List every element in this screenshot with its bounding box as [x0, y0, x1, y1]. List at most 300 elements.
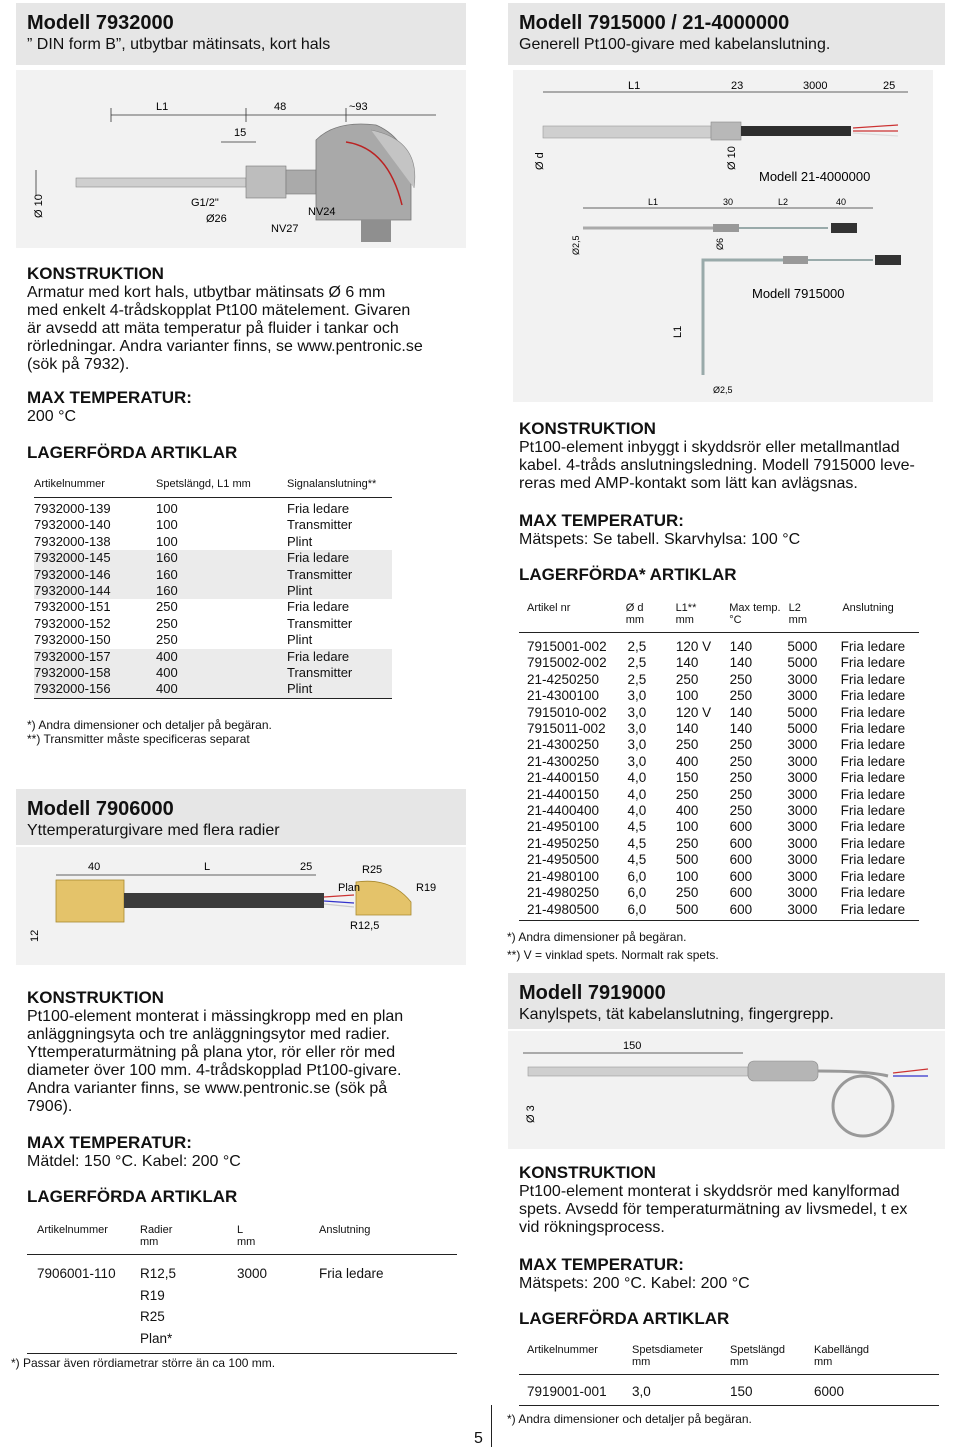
subtitle-7919000: Kanylspets, tät kabelanslutning, fingergrepp.	[519, 1006, 834, 1023]
col-header: Ø d	[625, 602, 644, 614]
table-cell: 21-4250250	[527, 671, 600, 687]
dim-nv24: NV24	[308, 206, 336, 218]
konstruktion-line: anläggningsyta och tre anläggningsytor med radier.	[27, 1026, 390, 1043]
table-cell: Fria ledare	[840, 803, 906, 819]
table-cell: 7932000-139	[34, 501, 111, 516]
table-cell: Fria ledare	[840, 753, 906, 769]
table-cell: 250	[729, 753, 753, 769]
dim-l1: L1	[628, 80, 641, 92]
table-cell: 7932000-157	[34, 649, 156, 665]
table-cell: 600	[729, 901, 753, 917]
cell-radie: Plan*	[140, 1330, 173, 1346]
header-7906000	[16, 789, 466, 845]
dim-15: 15	[234, 127, 247, 139]
dim-od: Ø d	[534, 152, 546, 170]
table-cell: 5000	[787, 639, 818, 654]
table-cell: 7932000-156	[34, 681, 156, 697]
cell-ans: Fria ledare	[319, 1266, 384, 1281]
table-cell: Plint	[287, 583, 392, 599]
table-cell: 2,5	[627, 671, 647, 687]
table-cell: 4,5	[627, 852, 647, 868]
col-header: Spetsdiameter	[632, 1344, 703, 1356]
col-header: Max temp.	[729, 602, 781, 614]
table-cell: 250	[156, 632, 178, 648]
table-cell: Fria ledare	[840, 852, 906, 868]
max-value: 200 °C	[27, 408, 77, 425]
table-row	[527, 672, 919, 688]
col-unit: mm	[625, 614, 645, 626]
table-cell: 100	[156, 533, 178, 549]
table-cell: Fria ledare	[840, 688, 906, 704]
dim-l2: L2	[778, 197, 789, 207]
table-row	[34, 550, 392, 566]
table-cell: 250	[675, 786, 699, 802]
row-7906001	[27, 1255, 457, 1354]
table-cell: 21-4950500	[527, 852, 600, 868]
table-cell: 250	[675, 737, 699, 753]
dim-d6: Ø6	[715, 237, 725, 250]
max-value: Mätspets: Se tabell. Skarvhylsa: 100 °C	[519, 531, 801, 548]
dim-nv27: NV27	[271, 223, 299, 235]
title-7919000: Modell 7919000	[519, 982, 666, 1004]
col-header: L	[237, 1224, 244, 1236]
col-header: Kabellängd	[814, 1344, 870, 1356]
konstruktion-line: kabel. 4-tråds anslutningsledning. Modell 7915000 leve-	[519, 457, 915, 474]
dim-l1: L1	[156, 101, 169, 113]
table-cell: 7932000-140	[34, 517, 111, 533]
table-cell: 7932000-146	[34, 567, 156, 583]
table-cell: 7915001-002	[527, 639, 607, 654]
table-7919000	[519, 1342, 939, 1406]
konstruktion-line: 7906).	[27, 1098, 73, 1115]
rows-7915000	[527, 639, 919, 918]
cell-radie: R25	[140, 1309, 165, 1324]
rows-7932000	[34, 501, 392, 698]
note: **) V = vinklad spets. Normalt rak spets.	[507, 948, 719, 962]
table-cell: 4,0	[627, 770, 647, 786]
subtitle-7915000: Generell Pt100-givare med kabelanslutning.	[519, 36, 831, 53]
table-row	[34, 534, 392, 550]
drawing-7919000	[508, 1031, 945, 1149]
table-cell: Plint	[287, 533, 313, 549]
dim-12: 12	[29, 929, 41, 942]
table-cell: 7915010-002	[527, 704, 607, 720]
note: *) Andra dimensioner och detaljer på begäran.	[27, 718, 272, 732]
dim-25: 25	[300, 861, 313, 873]
col-unit: mm	[814, 1356, 833, 1368]
dim-25: 25	[883, 80, 896, 92]
model-7915: Modell 7915000	[752, 286, 845, 301]
table-cell: 160	[156, 550, 287, 566]
table-cell: Plint	[287, 632, 313, 648]
dim-23: 23	[731, 80, 744, 92]
table-cell: 140	[675, 721, 699, 737]
subtitle-7906000: Yttemperaturgivare med flera radier	[27, 822, 280, 839]
table-row	[527, 770, 919, 786]
konstruktion-line: reras med AMP-kontakt som lätt kan avlägsnas.	[519, 475, 858, 492]
table-cell: 7932000-158	[34, 665, 156, 681]
table-cell: 3000	[787, 737, 818, 753]
table-cell: Plint	[287, 681, 392, 697]
cell-spetslangd: 150	[730, 1384, 753, 1399]
col-header: Radier	[140, 1224, 173, 1236]
table-cell: 250	[675, 885, 699, 901]
col-header: Signalanslutning**	[287, 478, 377, 490]
konstruktion-line: diameter över 100 mm. 4-trådskopplad Pt100-givare.	[27, 1062, 402, 1079]
title-7915000: Modell 7915000 / 21-4000000	[519, 12, 790, 34]
table-row	[34, 599, 392, 615]
dim-plan: Plan	[338, 882, 361, 894]
table-cell: 3000	[787, 753, 818, 769]
max-temp-7915000	[519, 511, 800, 549]
konstruktion-line: Pt100-element inbyggt i skyddsrör eller metallmantlad	[519, 439, 900, 456]
dim-93: ~93	[349, 101, 368, 113]
title-7932000: Modell 7932000	[27, 12, 174, 34]
table-cell: 21-4980250	[527, 885, 600, 901]
dim-r125: R12,5	[350, 920, 380, 932]
table-row	[527, 852, 919, 868]
col-header: Spetslängd, L1 mm	[156, 478, 251, 490]
table-cell: 21-4300250	[527, 753, 600, 769]
diagram-7919000	[508, 1031, 945, 1149]
konstruktion-line: vid rökningsprocess.	[519, 1219, 665, 1236]
table-cell: 21-4400150	[527, 786, 600, 802]
table-cell: 140	[729, 721, 753, 737]
table-cell: Fria ledare	[840, 721, 906, 737]
col-unit: mm	[730, 1356, 749, 1368]
table-cell: 120 V	[675, 639, 712, 654]
table-row	[527, 803, 919, 819]
table-cell: 6,0	[627, 885, 647, 901]
dim-l1c: L1	[672, 325, 684, 338]
col-unit: mm	[140, 1236, 159, 1248]
table-cell: Fria ledare	[840, 835, 906, 851]
table-cell: 600	[729, 819, 753, 835]
table-cell: Fria ledare	[840, 770, 906, 786]
max-heading: MAX TEMPERATUR:	[27, 1133, 192, 1152]
max-heading: MAX TEMPERATUR:	[519, 1255, 684, 1274]
table-cell: Fria ledare	[840, 639, 906, 654]
konstruktion-line: spets. Avsedd för temperaturmätning av livsmedel, t ex	[519, 1201, 908, 1218]
table-cell: 21-4300100	[527, 688, 600, 704]
table-cell: 4,5	[627, 819, 647, 835]
table-row	[527, 885, 919, 901]
table-cell: 21-4300250	[527, 737, 600, 753]
max-temp-7906000	[27, 1133, 241, 1171]
konstruktion-line: Pt100-element monterat i mässingkropp med en plan	[27, 1008, 404, 1025]
table-row	[34, 632, 392, 648]
table-cell: 100	[156, 501, 178, 516]
table-cell: 6,0	[627, 901, 647, 917]
table-cell: 4,5	[627, 835, 647, 851]
cell-radie: R19	[140, 1287, 165, 1303]
table-cell: 400	[156, 665, 287, 681]
drawing-7906000	[16, 847, 466, 965]
drawing-7915000	[513, 70, 933, 402]
table-row	[527, 902, 919, 918]
table-cell: 250	[729, 770, 753, 786]
max-heading: MAX TEMPERATUR:	[27, 388, 192, 407]
table-cell: 2,5	[627, 655, 647, 671]
subtitle-7932000: ” DIN form B”, utbytbar mätinsats, kort hals	[27, 36, 331, 53]
table-cell: 7932000-151	[34, 599, 111, 615]
table-cell: 3,0	[627, 688, 647, 704]
table-cell: 120 V	[675, 704, 712, 720]
table-cell: 250	[675, 671, 699, 687]
table-cell: 400	[156, 649, 287, 665]
konstruktion-heading: KONSTRUKTION	[519, 1163, 656, 1182]
col-header: Artikelnummer	[37, 1224, 108, 1236]
col-unit: °C	[729, 614, 742, 626]
table-cell: 7915002-002	[527, 655, 607, 671]
col-header: L2	[788, 602, 801, 614]
table-row	[34, 583, 392, 599]
dim-150: 150	[623, 1040, 642, 1052]
table-cell: 140	[675, 655, 699, 671]
konstruktion-line: är avsedd att mäta temperatur på fluider i tankar och	[27, 320, 399, 337]
col-unit: mm	[632, 1356, 651, 1368]
table-cell: 400	[675, 803, 699, 819]
table-cell: 600	[729, 885, 753, 901]
table-cell: 250	[729, 786, 753, 802]
table-cell: 5000	[787, 655, 818, 671]
dim-L: L	[204, 861, 211, 873]
table-row	[34, 649, 392, 665]
max-value: Mätdel: 150 °C. Kabel: 200 °C	[27, 1153, 241, 1170]
table-cell: 250	[729, 671, 753, 687]
dim-g12: G1/2"	[191, 197, 219, 209]
table-row	[527, 688, 919, 704]
header-7915000	[508, 3, 945, 65]
table-cell: 3000	[787, 835, 818, 851]
table-cell: Transmitter	[287, 615, 353, 631]
table-cell: 250	[729, 688, 753, 704]
table-cell: 400	[156, 681, 287, 697]
table-row	[34, 567, 392, 583]
table-cell: 3,0	[627, 753, 647, 769]
table-cell: 500	[675, 901, 699, 917]
table-cell: 7932000-152	[34, 615, 111, 631]
table-cell: 100	[675, 688, 699, 704]
table-cell: 4,0	[627, 803, 647, 819]
konstruktion-line: Andra varianter finns, se www.pentronic.se (sök på	[27, 1080, 388, 1097]
dim-d10: Ø 10	[726, 146, 738, 170]
table-row	[527, 721, 919, 737]
konstruktion-line: rörledningar. Andra varianter finns, se www.pentronic.se	[27, 338, 423, 355]
table-cell: Transmitter	[287, 665, 392, 681]
cell-l: 3000	[237, 1266, 268, 1281]
table-cell: 600	[729, 852, 753, 868]
table-cell: Fria ledare	[287, 649, 392, 665]
table-cell: 3000	[787, 786, 818, 802]
table-7906000	[27, 1222, 457, 1354]
table-cell: Transmitter	[287, 517, 353, 533]
table-cell: Transmitter	[287, 567, 392, 583]
table-row	[34, 681, 392, 697]
konstruktion-7932000	[27, 264, 457, 374]
konstruktion-7906000	[27, 988, 457, 1116]
lager-heading-7932000: LAGERFÖRDA ARTIKLAR	[27, 443, 238, 462]
col-header: Artikel nr	[527, 602, 571, 614]
table-cell: 250	[729, 803, 753, 819]
table-cell: 21-4950250	[527, 835, 600, 851]
diagram-7906000	[16, 847, 466, 965]
model-21: Modell 21-4000000	[759, 169, 871, 184]
table-cell: 3,0	[627, 721, 647, 737]
table-row	[527, 836, 919, 852]
max-heading: MAX TEMPERATUR:	[519, 511, 684, 530]
table-cell: Fria ledare	[840, 737, 906, 753]
col-header: Artikelnummer	[34, 478, 105, 490]
col-unit: mm	[237, 1236, 256, 1248]
table-row	[527, 639, 919, 655]
table-cell: 250	[729, 737, 753, 753]
table-cell: 3000	[787, 901, 818, 917]
col-header: Artikelnummer	[527, 1344, 598, 1356]
col-unit: mm	[675, 614, 694, 626]
cell-kabellangd: 6000	[814, 1384, 845, 1399]
dim-d25b: Ø2,5	[571, 235, 581, 255]
table-cell: 3000	[787, 885, 818, 901]
konstruktion-line: Pt100-element monterat i skyddsrör med kanylformad	[519, 1183, 900, 1200]
note-7906000: *) Passar även rördiametrar större än ca 100 mm.	[11, 1356, 276, 1370]
table-cell: 7932000-144	[34, 583, 156, 599]
table-cell: 21-4980500	[527, 901, 600, 917]
dim-48: 48	[274, 101, 287, 113]
table-cell: Fria ledare	[840, 786, 906, 802]
page-number: 5	[474, 1430, 483, 1447]
title-7906000: Modell 7906000	[27, 798, 174, 820]
dim-d26: Ø26	[206, 213, 227, 225]
konstruktion-heading: KONSTRUKTION	[27, 264, 164, 283]
col-header: Spetslängd	[730, 1344, 786, 1356]
table-cell: Fria ledare	[840, 704, 906, 720]
dim-d25c: Ø2,5	[713, 385, 733, 395]
table-cell: 3,0	[627, 704, 647, 720]
lager-heading-7919000: LAGERFÖRDA ARTIKLAR	[519, 1309, 730, 1328]
table-cell: 5000	[787, 721, 818, 737]
table-cell: 21-4400400	[527, 803, 600, 819]
note: *) Andra dimensioner på begäran.	[507, 930, 687, 944]
table-cell: 250	[156, 599, 178, 615]
konstruktion-line: Armatur med kort hals, utbytbar mätinsats Ø 6 mm	[27, 284, 386, 301]
lager-heading-7915000: LAGERFÖRDA* ARTIKLAR	[519, 565, 737, 584]
table-7932000	[34, 477, 392, 699]
table-cell: 3000	[787, 688, 818, 704]
table-row	[34, 665, 392, 681]
table-cell: Fria ledare	[840, 868, 906, 884]
table-cell: 7932000-145	[34, 550, 156, 566]
table-cell: 100	[675, 868, 699, 884]
table-7915000	[519, 600, 919, 921]
row-7919001	[519, 1375, 939, 1406]
table-cell: 160	[156, 583, 287, 599]
notes-7932000	[27, 718, 272, 746]
col-unit: mm	[788, 614, 807, 626]
cell-art: 7906001-110	[37, 1266, 116, 1281]
table-cell: Fria ledare	[840, 671, 906, 687]
note: **) Transmitter måste specificeras separat	[27, 732, 250, 746]
table-cell: 600	[729, 835, 753, 851]
header-7919000	[508, 973, 945, 1029]
cell-art: 7919001-001	[527, 1384, 607, 1399]
table-cell: 3000	[787, 852, 818, 868]
max-value: Mätspets: 200 °C. Kabel: 200 °C	[519, 1275, 750, 1292]
column-divider	[491, 1405, 492, 1447]
table-cell: 21-4950100	[527, 819, 600, 835]
table-cell: Fria ledare	[840, 901, 906, 917]
table-cell: Fria ledare	[840, 885, 906, 901]
table-cell: 7932000-150	[34, 632, 111, 648]
table-cell: 3000	[787, 770, 818, 786]
table-cell: 100	[675, 819, 699, 835]
dim-r25: R25	[362, 864, 383, 876]
table-cell: 100	[156, 517, 178, 533]
table-cell: Fria ledare	[840, 819, 906, 835]
table-row	[34, 517, 392, 533]
drawing-7932000	[16, 70, 466, 248]
table-cell: 5000	[787, 704, 818, 720]
table-row	[34, 616, 392, 632]
table-cell: 250	[675, 835, 699, 851]
table-cell: 140	[729, 639, 753, 654]
table-cell: 7915011-002	[527, 721, 606, 737]
table-row	[527, 705, 919, 721]
table-cell: 400	[675, 753, 699, 769]
dim-d10: Ø 10	[33, 194, 45, 218]
diagram-7915000	[513, 70, 933, 402]
table-cell: Fria ledare	[287, 501, 350, 516]
table-cell: 6,0	[627, 868, 647, 884]
dim-l1b: L1	[648, 197, 659, 207]
dim-40: 40	[836, 197, 847, 207]
table-row	[527, 754, 919, 770]
konstruktion-heading: KONSTRUKTION	[519, 419, 656, 438]
table-cell: 3000	[787, 868, 818, 884]
col-header: L1**	[675, 602, 697, 614]
header-7932000	[16, 3, 466, 65]
dim-3000: 3000	[803, 80, 828, 92]
table-row	[527, 819, 919, 835]
note-7919000: *) Andra dimensioner och detaljer på begäran.	[507, 1412, 752, 1426]
cell-diameter: 3,0	[632, 1384, 651, 1399]
dim-r19: R19	[416, 882, 437, 894]
table-cell: 140	[729, 704, 753, 720]
dim-40: 40	[88, 861, 101, 873]
konstruktion-7919000	[519, 1163, 939, 1237]
table-cell: 2,5	[627, 639, 647, 654]
konstruktion-heading: KONSTRUKTION	[27, 988, 164, 1007]
table-cell: 3000	[787, 803, 818, 819]
konstruktion-7915000	[519, 419, 939, 493]
table-cell: Fria ledare	[287, 599, 350, 615]
konstruktion-line: med enkelt 4-trådskopplat Pt100 mätelement. Givaren	[27, 302, 411, 319]
konstruktion-line: (sök på 7932).	[27, 356, 130, 373]
table-cell: 140	[729, 655, 753, 671]
dim-30: 30	[723, 197, 734, 207]
table-cell: 160	[156, 567, 287, 583]
table-row	[527, 737, 919, 753]
table-cell: 600	[729, 868, 753, 884]
table-cell: 7932000-138	[34, 533, 111, 549]
max-temp-7932000	[27, 388, 192, 426]
max-temp-7919000	[519, 1255, 750, 1293]
table-cell: 500	[675, 852, 699, 868]
table-row	[527, 869, 919, 885]
cell-radie: R12,5	[140, 1266, 177, 1281]
table-cell: 3,0	[627, 737, 647, 753]
table-cell: 21-4980100	[527, 868, 600, 884]
